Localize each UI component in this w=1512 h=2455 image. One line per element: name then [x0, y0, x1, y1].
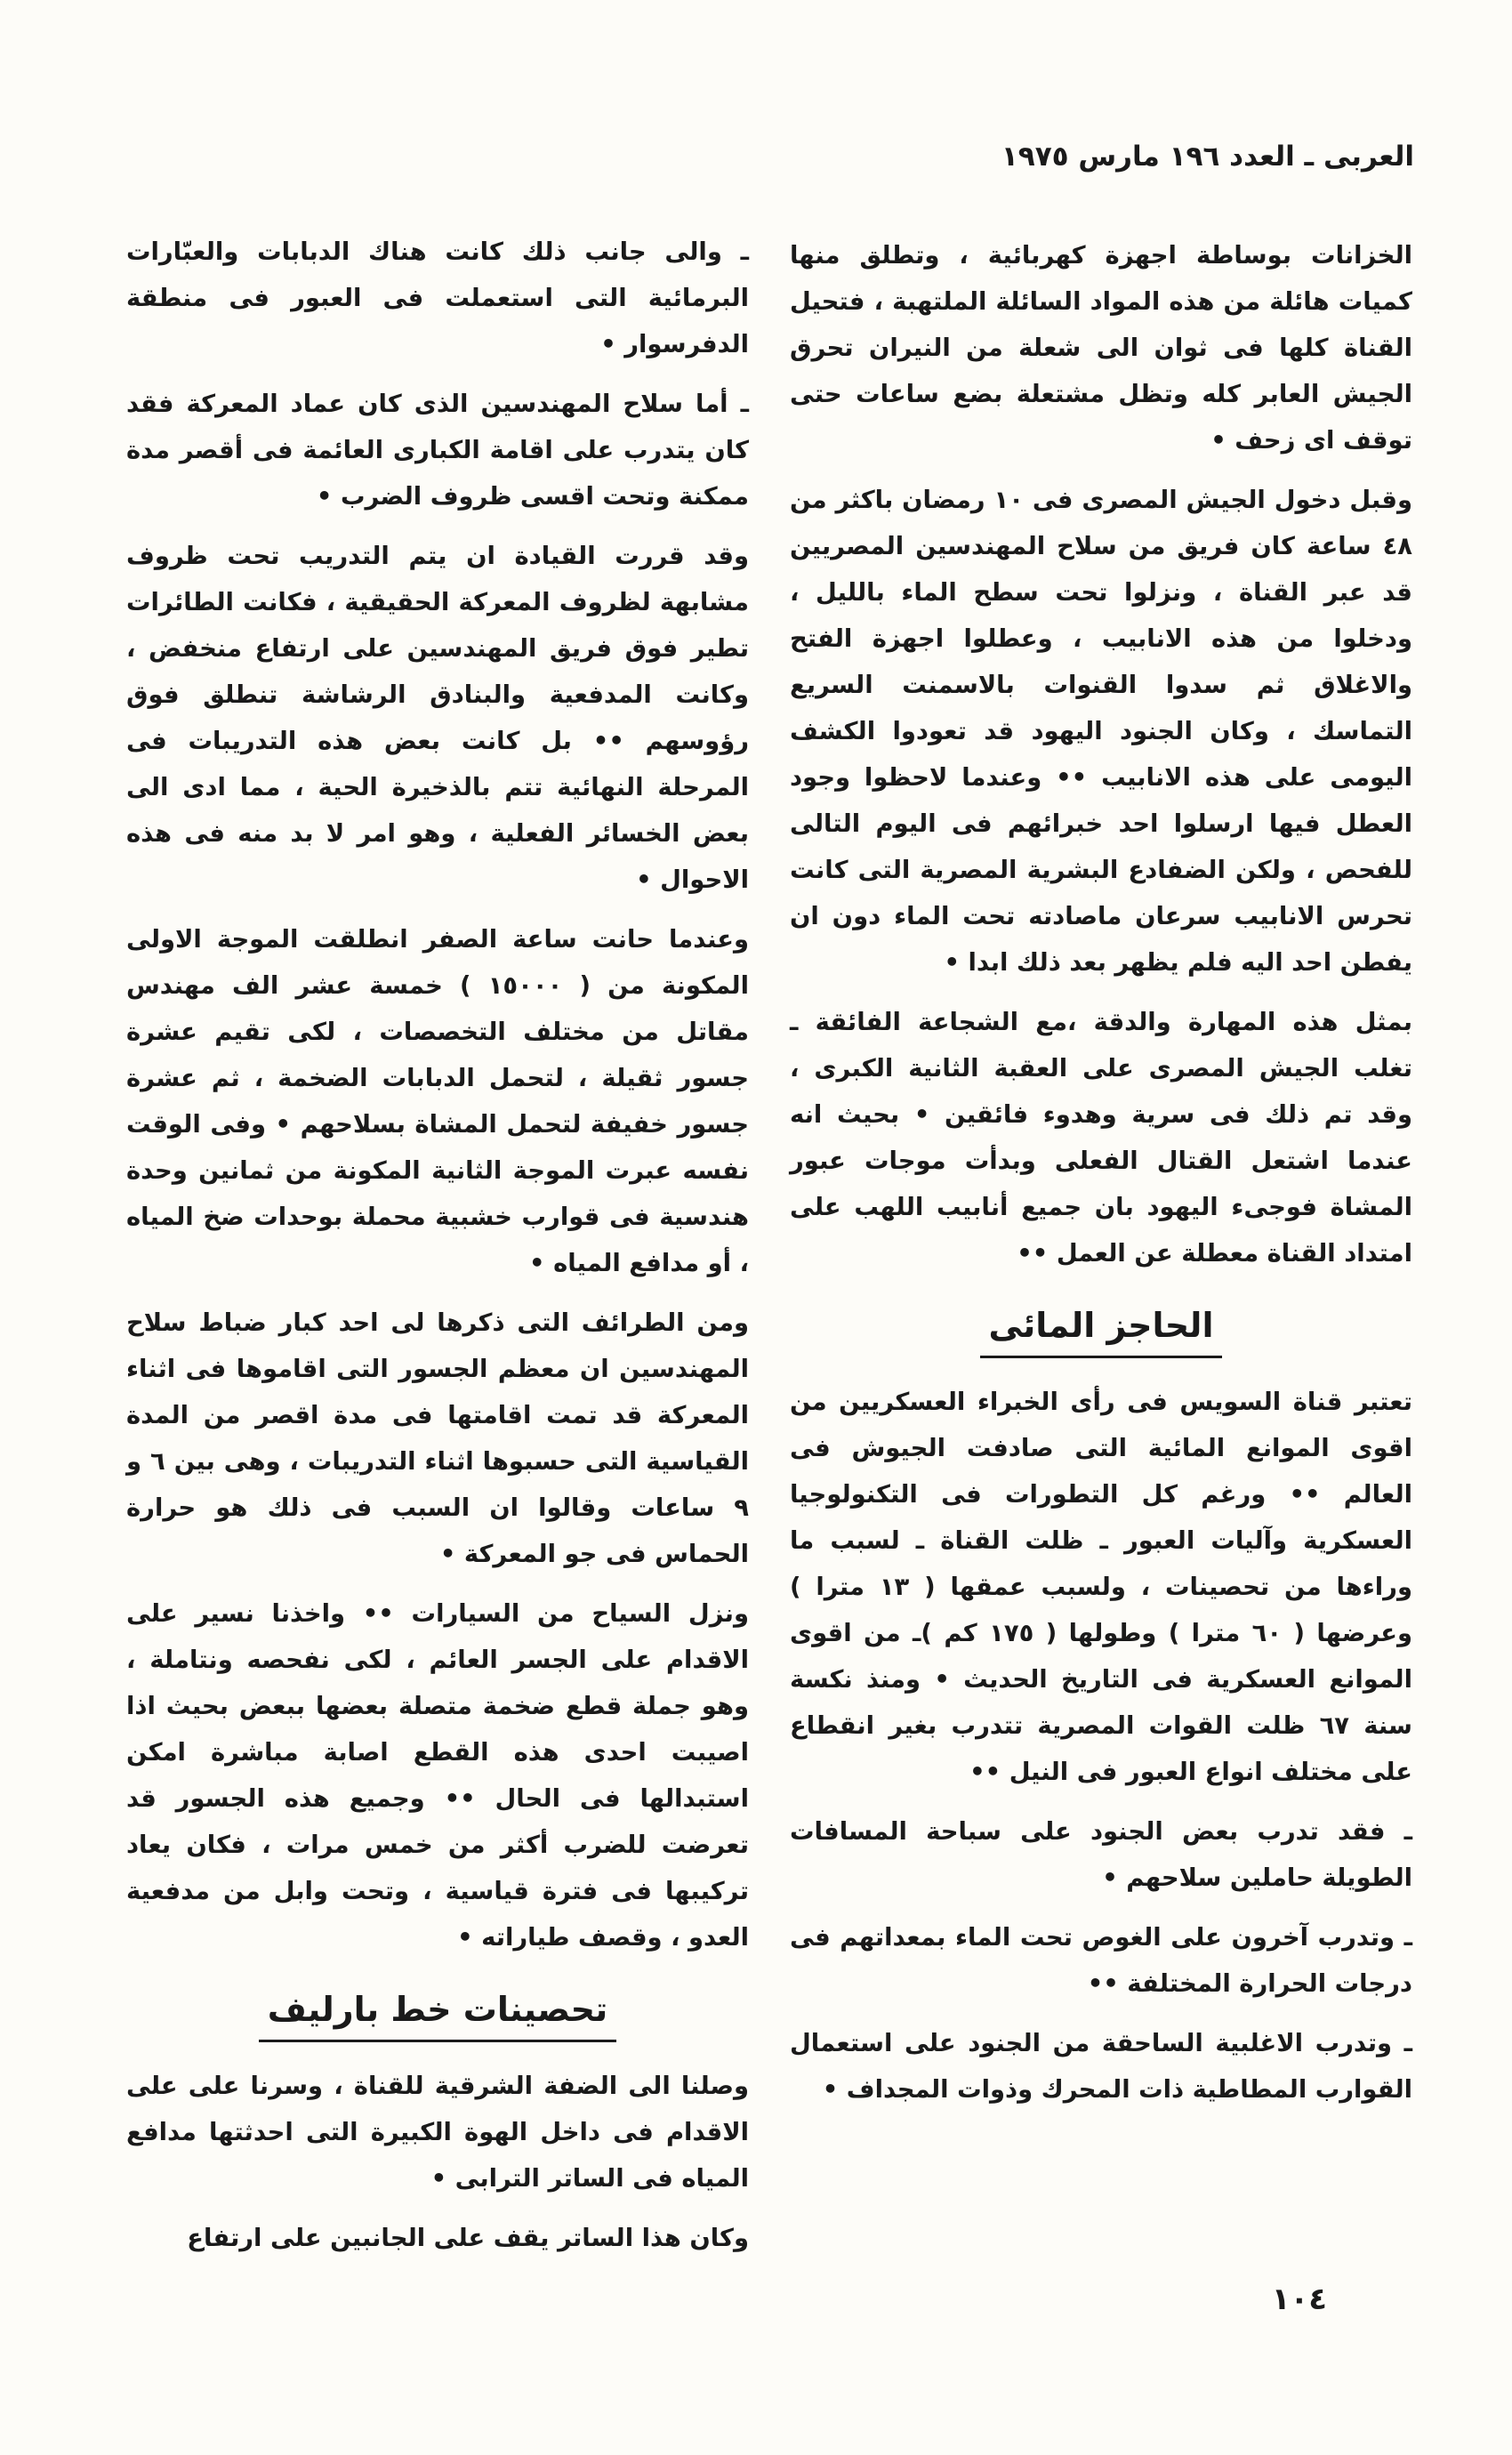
left-column: [126, 229, 749, 2275]
paragraph: ـ والى جانب ذلك كانت هناك الدبابات والعبّارات البرمائية التى استعملت فى العبور فى منطقة الدفرسوار •: [126, 238, 749, 358]
running-header: العربى ـ العدد ١٩٦ مارس ١٩٧٥: [1001, 141, 1414, 173]
page-number: ١٠٤: [1271, 2282, 1327, 2317]
paragraph: بمثل هذه المهارة والدقة ،مع الشجاعة الفائقة ـ تغلب الجيش المصرى على العقبة الثانية الكبرى ، وقد تم ذلك فى سرية وهدوء فائقين • بحيث انه عندما اشتعل القتال الفعلى وبدأت موجات عبور المشاة فوجىء اليهود بان جميع أنابيب اللهب على امتداد القناة معطلة عن العمل ••: [790, 1009, 1412, 1268]
section-heading-text: الحاجز المائى: [980, 1299, 1223, 1358]
paragraph: الخزانات بوساطة اجهزة كهربائية ، وتطلق منها كميات هائلة من هذه المواد السائلة الملتهبة ، فتحيل القناة كلها فى ثوان الى شعلة من النيران تحرق الجيش العابر كله وتظل مشتعلة بضع ساعات حتى توقف اى زحف •: [790, 242, 1412, 455]
paragraph: ومن الطرائف التى ذكرها لى احد كبار ضباط سلاح المهندسين ان معظم الجسور التى اقاموها فى اثناء المعركة قد تمت اقامتها فى مدة اقصر من المدة القياسية التى حسبوها اثناء التدريبات ، وهى بين ٦ و ٩ ساعات وقالوا ان السبب فى ذلك هو حرارة الحماس فى جو المعركة •: [126, 1309, 749, 1568]
paragraph: وصلنا الى الضفة الشرقية للقناة ، وسرنا على على الاقدام فى داخل الهوة الكبيرة التى احدثتها مدافع المياه فى الساتر الترابى •: [126, 2073, 749, 2193]
paragraph: ونزل السياح من السيارات •• واخذنا نسير على الاقدام على الجسر العائم ، لكى نفحصه ونتاملة ، وهو جملة قطع ضخمة متصلة بعضها ببعض بحيث اذا اصيبت احدى هذه القطع اصابة مباشرة امكن استبدالها فى الحال •• وجميع هذه الجسور قد تعرضت للضرب أكثر من خمس مرات ، فكان يعاد تركيبها فى فترة قياسية ، وتحت وابل من مدفعية العدو ، وقصف طياراته •: [126, 1600, 749, 1952]
section-heading: [126, 1983, 749, 2042]
paragraph: ـ فقد تدرب بعض الجنود على سباحة المسافات الطويلة حاملين سلاحهم •: [790, 1818, 1412, 1892]
paragraph: ـ وتدرب آخرون على الغوص تحت الماء بمعداتهم فى درجات الحرارة المختلفة ••: [790, 1924, 1412, 1998]
paragraph: وعندما حانت ساعة الصفر انطلقت الموجة الاولى المكونة من ( ١٥٠٠٠ ) خمسة عشر الف مهندس مقاتل من مختلف التخصصات ، لكى تقيم عشرة جسور ثقيلة ، لتحمل الدبابات الضخمة ، ثم عشرة جسور خفيفة لتحمل المشاة بسلاحهم • وفى الوقت نفسه عبرت الموجة الثانية المكونة من ثمانين وحدة هندسية فى قوارب خشبية محملة بوحدات ضخ المياه ، أو مدافع المياه •: [126, 926, 749, 1277]
paragraph: تعتبر قناة السويس فى رأى الخبراء العسكريين من اقوى الموانع المائية التى صادفت الجيوش فى العالم •• ورغم كل التطورات فى التكنولوجيا العسكرية وآليات العبور ـ ظلت القناة ـ لسبب ما وراءها من تحصينات ، ولسبب عمقها ( ١٣ مترا ) وعرضها ( ٦٠ مترا ) وطولها ( ١٧٥ كم )ـ من اقوى الموانع العسكرية فى التاريخ الحديث • ومنذ نكسة سنة ٦٧ ظلت القوات المصرية تتدرب بغير انقطاع على مختلف انواع العبور فى النيل ••: [790, 1388, 1412, 1786]
paragraph: ـ وتدرب الاغلبية الساحقة من الجنود على استعمال القوارب المطاطية ذات المحرك وذوات المجداف •: [790, 2030, 1412, 2104]
paragraph: ـ أما سلاح المهندسين الذى كان عماد المعركة فقد كان يتدرب على اقامة الكبارى العائمة فى أقصر مدة ممكنة وتحت اقسى ظروف الضرب •: [126, 390, 749, 511]
paragraph: وكان هذا الساتر يقف على الجانبين على ارتفاع: [187, 2225, 749, 2252]
section-heading-text: تحصينات خط بارليف: [259, 1983, 617, 2042]
paragraph: وقبل دخول الجيش المصرى فى ١٠ رمضان باكثر من ٤٨ ساعة كان فريق من سلاح المهندسين المصريين قد عبر القناة ، ونزلوا تحت سطح الماء بالليل ، ودخلوا من هذه الانابيب ، وعطلوا اجهزة الفتح والاغلاق ثم سدوا القنوات بالاسمنت السريع التماسك ، وكان الجنود اليهود قد تعودوا الكشف اليومى على هذه الانابيب •• وعندما لاحظوا وجود العطل فيها ارسلوا احد خبرائهم فى اليوم التالى للفحص ، ولكن الضفادع البشرية المصرية التى كانت تحرس الانابيب سرعان ماصادته تحت الماء دون ان يفطن احد اليه فلم يظهر بعد ذلك ابدا •: [790, 487, 1412, 977]
right-column: [790, 233, 1412, 2127]
section-heading: [790, 1299, 1412, 1358]
paragraph: وقد قررت القيادة ان يتم التدريب تحت ظروف مشابهة لظروف المعركة الحقيقية ، فكانت الطائرات تطير فوق فريق المهندسين على ارتفاع منخفض ، وكانت المدفعية والبنادق الرشاشة تنطلق فوق رؤوسهم •• بل كانت بعض هذه التدريبات فى المرحلة النهائية تتم بالذخيرة الحية ، مما ادى الى بعض الخسائر الفعلية ، وهو امر لا بد منه فى هذه الاحوال •: [126, 543, 749, 894]
